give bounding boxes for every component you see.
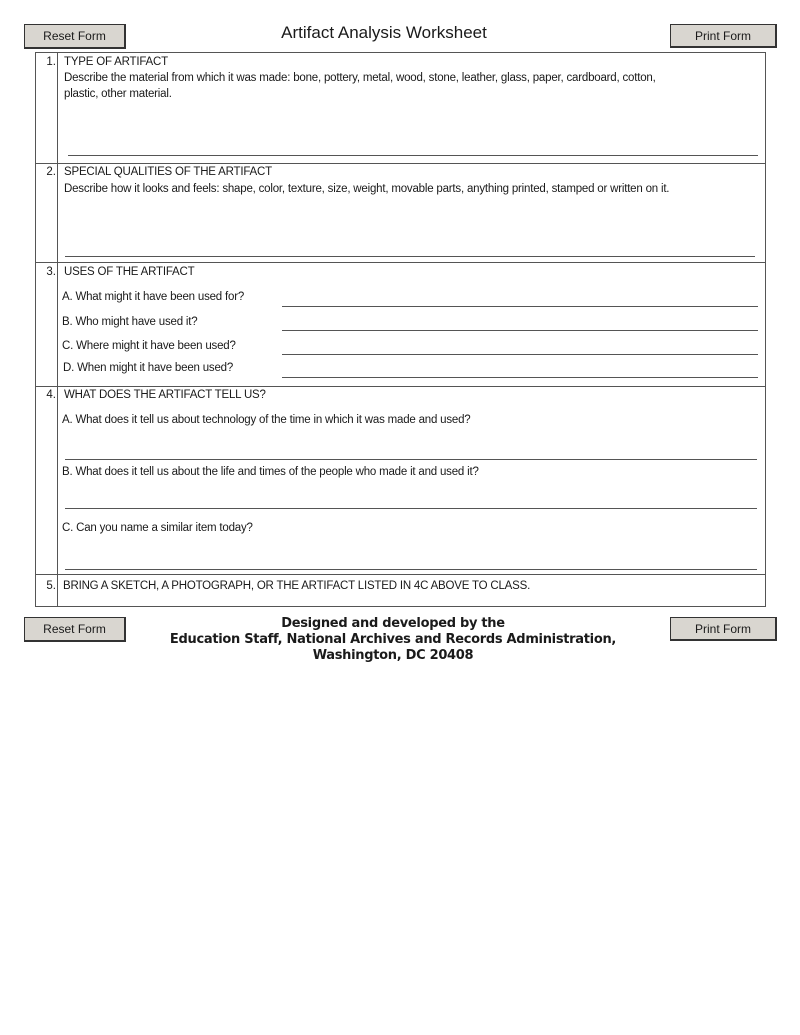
footer-line: Washington, DC 20408 bbox=[312, 648, 474, 663]
section-number: 5. bbox=[46, 580, 56, 592]
question-label: C. Where might it have been used? bbox=[62, 340, 236, 352]
number-column-divider bbox=[57, 52, 58, 607]
section-heading: WHAT DOES THE ARTIFACT TELL US? bbox=[64, 389, 266, 401]
question-label: C. Can you name a similar item today? bbox=[62, 522, 253, 534]
row-divider bbox=[35, 262, 765, 263]
row-divider bbox=[35, 163, 765, 164]
answer-line-where[interactable] bbox=[282, 354, 758, 355]
answer-line-technology[interactable] bbox=[65, 459, 757, 460]
question-label: A. What does it tell us about technology of the time in which it was made and used? bbox=[62, 414, 471, 426]
section-description: Describe how it looks and feels: shape, color, texture, size, weight, movable parts, anything printed, stamped or written on it. bbox=[64, 183, 670, 195]
answer-line-who[interactable] bbox=[282, 330, 758, 331]
footer-line: Designed and developed by the bbox=[281, 616, 505, 631]
page-title: Artifact Analysis Worksheet bbox=[281, 23, 487, 42]
question-label: D. When might it have been used? bbox=[63, 362, 234, 374]
section-description: plastic, other material. bbox=[64, 88, 172, 100]
section-heading: TYPE OF ARTIFACT bbox=[64, 56, 168, 68]
answer-line-used-for[interactable] bbox=[282, 306, 758, 307]
answer-line-qualities[interactable] bbox=[65, 256, 755, 257]
section-heading: BRING A SKETCH, A PHOTOGRAPH, OR THE ARTIFACT LISTED IN 4C ABOVE TO CLASS. bbox=[63, 580, 531, 592]
reset-form-button-bottom[interactable]: Reset Form bbox=[24, 617, 126, 642]
question-label: B. Who might have used it? bbox=[62, 316, 198, 328]
section-number: 2. bbox=[46, 166, 56, 178]
section-number: 3. bbox=[46, 266, 56, 278]
section-heading: USES OF THE ARTIFACT bbox=[64, 266, 195, 278]
section-number: 1. bbox=[46, 56, 56, 68]
row-divider bbox=[35, 386, 765, 387]
reset-form-button[interactable]: Reset Form bbox=[24, 24, 126, 49]
section-description: Describe the material from which it was made: bone, pottery, metal, wood, stone, leather, glass, paper, cardboard, cotton, bbox=[64, 72, 656, 84]
answer-line-similar-item[interactable] bbox=[65, 569, 757, 570]
answer-line-material[interactable] bbox=[68, 155, 758, 156]
answer-line-life-times[interactable] bbox=[65, 508, 757, 509]
print-form-button[interactable]: Print Form bbox=[670, 24, 777, 48]
section-number: 4. bbox=[46, 389, 56, 401]
question-label: B. What does it tell us about the life and times of the people who made it and used it? bbox=[62, 466, 479, 478]
answer-line-when[interactable] bbox=[282, 377, 758, 378]
print-form-button-bottom[interactable]: Print Form bbox=[670, 617, 777, 641]
footer-line: Education Staff, National Archives and Records Administration, bbox=[169, 632, 617, 647]
section-heading: SPECIAL QUALITIES OF THE ARTIFACT bbox=[64, 166, 272, 178]
row-divider bbox=[35, 574, 765, 575]
question-label: A. What might it have been used for? bbox=[62, 291, 245, 303]
